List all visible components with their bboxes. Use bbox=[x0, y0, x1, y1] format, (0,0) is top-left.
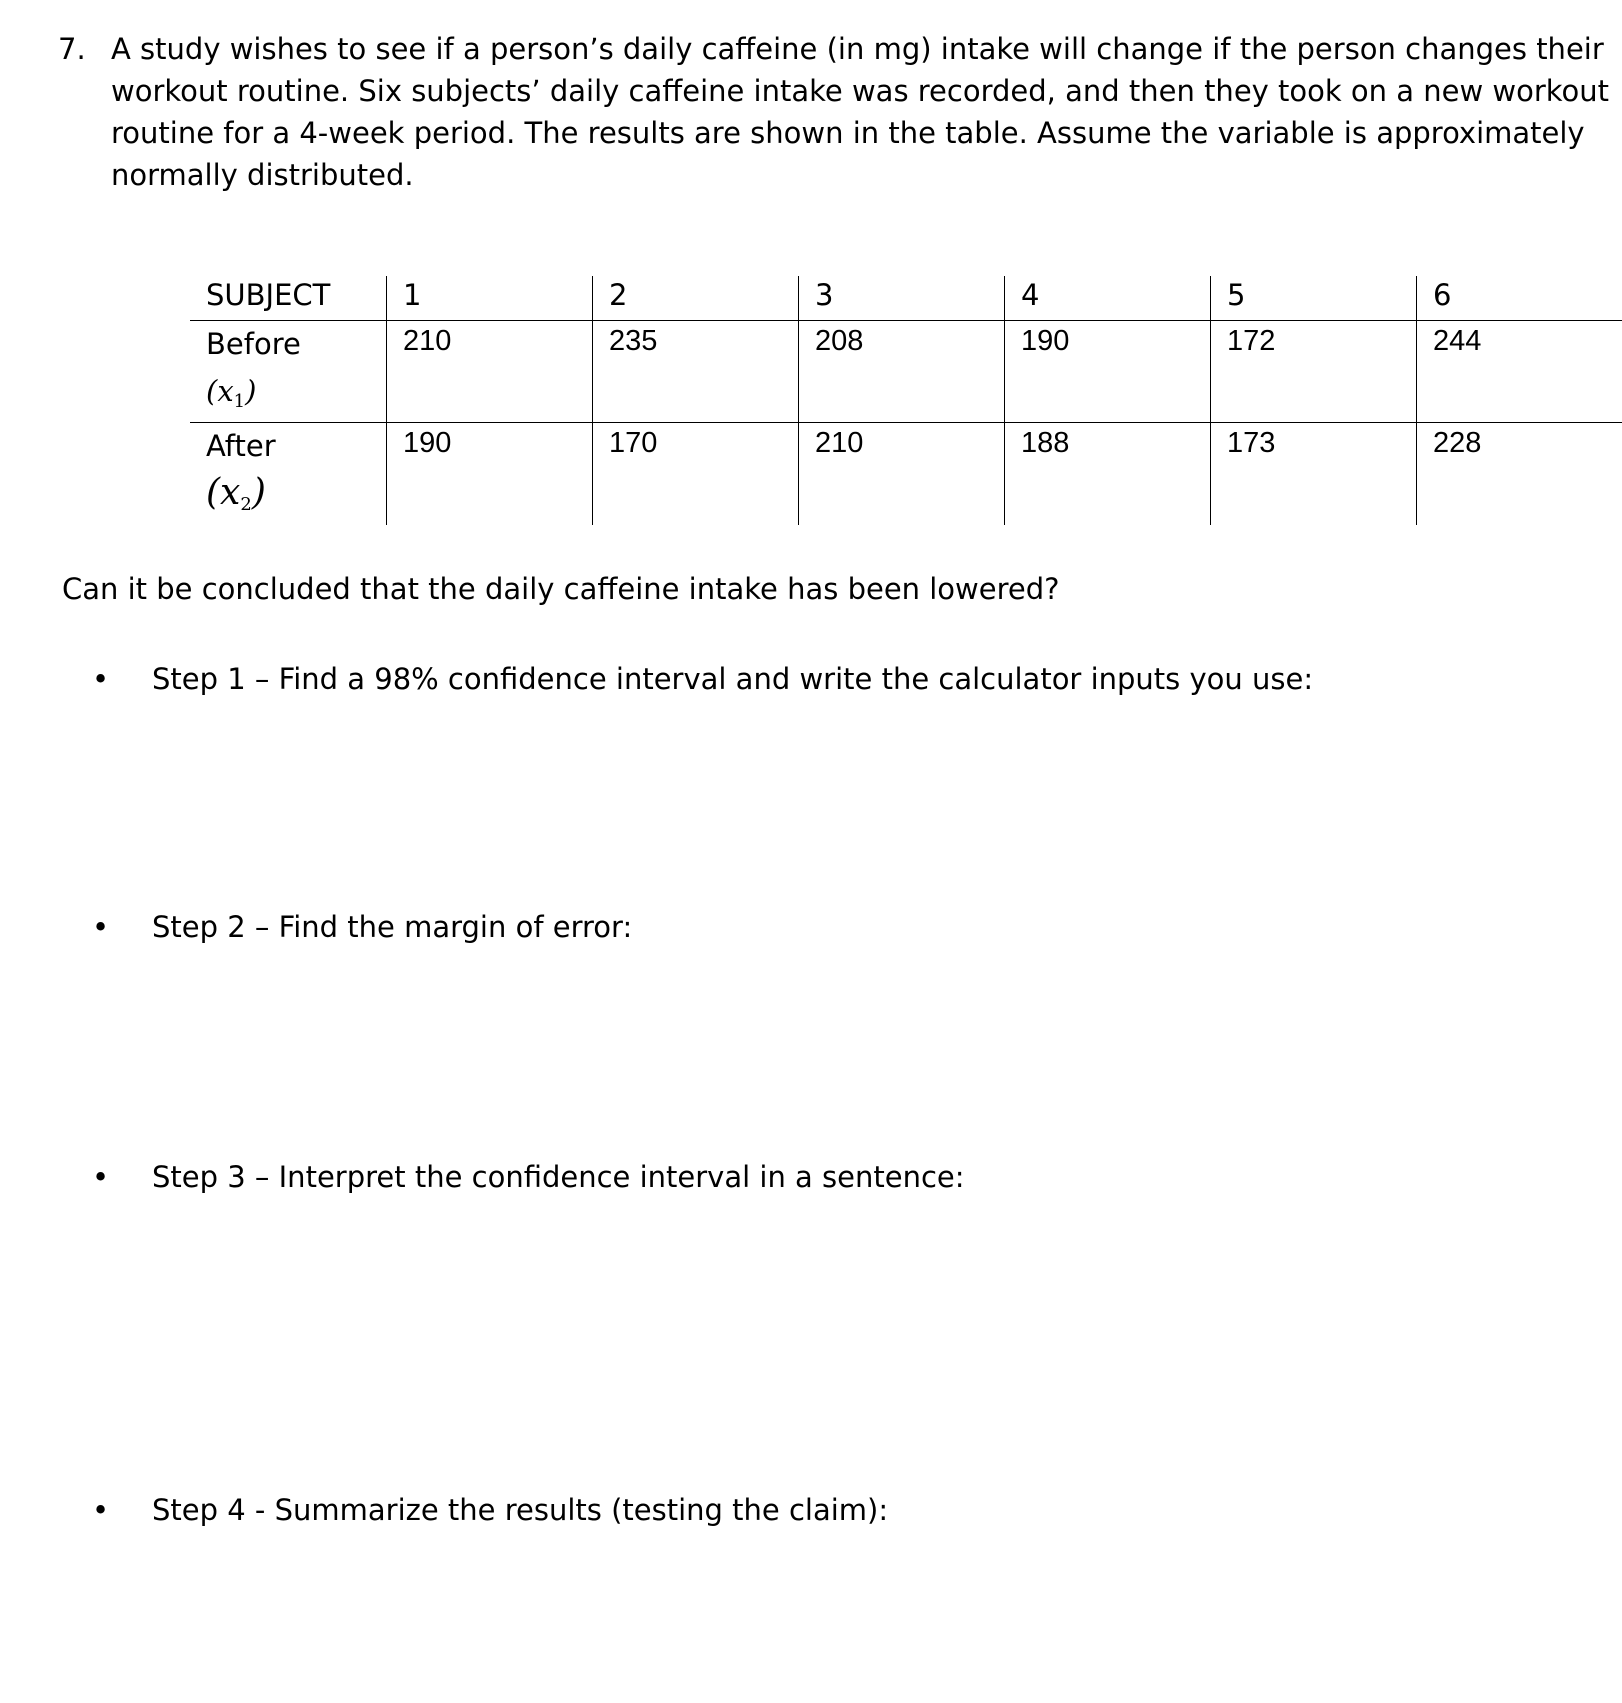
after-value: 173 bbox=[1211, 423, 1417, 526]
before-label: Before bbox=[206, 327, 301, 361]
after-value: 170 bbox=[593, 423, 799, 526]
variable-symbol: (x bbox=[206, 472, 241, 513]
step-text: Step 3 – Interpret the confidence interval in a sentence: bbox=[152, 1160, 965, 1194]
before-value: 244 bbox=[1417, 321, 1622, 423]
question-text: Can it be concluded that the daily caffeine intake has been lowered? bbox=[62, 572, 1060, 606]
subject-cell: 1 bbox=[387, 276, 593, 321]
step-text: Step 4 - Summarize the results (testing the claim): bbox=[152, 1493, 889, 1527]
caffeine-data-table bbox=[190, 276, 1622, 525]
after-value: 188 bbox=[1005, 423, 1211, 526]
bullet-icon: • bbox=[92, 910, 110, 944]
after-variable bbox=[206, 473, 386, 525]
after-value: 190 bbox=[387, 423, 593, 526]
before-value: 235 bbox=[593, 321, 799, 423]
problem-line: routine for a 4-week period. The results are shown in the table. Assume the variable is approximately bbox=[111, 116, 1585, 150]
bullet-icon: • bbox=[92, 1493, 110, 1527]
subject-cell: 2 bbox=[593, 276, 799, 321]
table-row-after bbox=[190, 423, 1622, 526]
bullet-icon: • bbox=[92, 662, 110, 696]
subject-cell: 4 bbox=[1005, 276, 1211, 321]
before-variable bbox=[206, 371, 386, 422]
before-value: 210 bbox=[387, 321, 593, 423]
subject-cell: 3 bbox=[799, 276, 1005, 321]
step-text: Step 1 – Find a 98% confidence interval and write the calculator inputs you use: bbox=[152, 662, 1314, 696]
problem-text bbox=[111, 28, 1611, 196]
after-label-cell bbox=[190, 423, 387, 526]
variable-subscript: 1 bbox=[233, 391, 246, 412]
before-value: 172 bbox=[1211, 321, 1417, 423]
problem-line: normally distributed. bbox=[111, 158, 414, 192]
bullet-icon: • bbox=[92, 1160, 110, 1194]
problem-number: 7. bbox=[58, 32, 86, 66]
step-text: Step 2 – Find the margin of error: bbox=[152, 910, 633, 944]
table-header-row bbox=[190, 276, 1622, 321]
header-label: SUBJECT bbox=[190, 276, 387, 321]
variable-symbol: (x bbox=[206, 374, 234, 408]
variable-close: ) bbox=[245, 374, 257, 408]
before-value: 208 bbox=[799, 321, 1005, 423]
problem-line: A study wishes to see if a person’s daily caffeine (in mg) intake will change if the person changes their bbox=[111, 32, 1604, 66]
problem-line: workout routine. Six subjects’ daily caffeine intake was recorded, and then they took on a new workout bbox=[111, 74, 1610, 108]
after-value: 210 bbox=[799, 423, 1005, 526]
subject-cell: 6 bbox=[1417, 276, 1622, 321]
after-value: 228 bbox=[1417, 423, 1622, 526]
variable-close: ) bbox=[251, 472, 266, 513]
before-value: 190 bbox=[1005, 321, 1211, 423]
table-row-before bbox=[190, 321, 1622, 423]
before-label-cell bbox=[190, 321, 387, 423]
subject-cell: 5 bbox=[1211, 276, 1417, 321]
variable-subscript: 2 bbox=[240, 494, 252, 515]
after-label: After bbox=[206, 429, 276, 463]
